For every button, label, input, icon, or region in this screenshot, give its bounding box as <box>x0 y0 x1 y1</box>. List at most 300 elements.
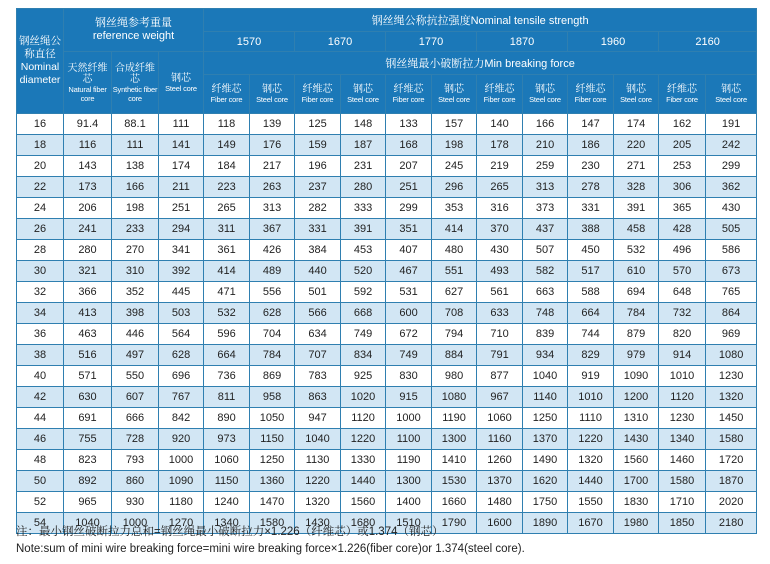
value-cell: 532 <box>204 303 250 324</box>
value-cell: 1200 <box>614 387 659 408</box>
value-cell: 664 <box>204 345 250 366</box>
value-cell: 633 <box>477 303 523 324</box>
value-cell: 1150 <box>204 471 250 492</box>
value-cell: 864 <box>706 303 757 324</box>
value-cell: 830 <box>386 366 432 387</box>
value-cell: 88.1 <box>112 114 159 135</box>
value-cell: 138 <box>112 156 159 177</box>
value-cell: 191 <box>706 114 757 135</box>
value-cell: 823 <box>64 450 112 471</box>
value-cell: 426 <box>250 240 295 261</box>
value-cell: 592 <box>341 282 386 303</box>
value-cell: 489 <box>250 261 295 282</box>
value-cell: 610 <box>614 261 659 282</box>
value-cell: 1090 <box>614 366 659 387</box>
value-cell: 211 <box>159 177 204 198</box>
value-cell: 147 <box>568 114 614 135</box>
value-cell: 571 <box>64 366 112 387</box>
value-cell: 630 <box>64 387 112 408</box>
table-row <box>17 345 757 366</box>
value-cell: 648 <box>659 282 706 303</box>
diameter-cell: 50 <box>17 471 64 492</box>
value-cell: 793 <box>112 450 159 471</box>
value-cell: 159 <box>295 135 341 156</box>
value-cell: 313 <box>250 198 295 219</box>
value-cell: 1430 <box>295 513 341 534</box>
value-cell: 914 <box>659 345 706 366</box>
value-cell: 1270 <box>159 513 204 534</box>
value-cell: 392 <box>159 261 204 282</box>
value-cell: 446 <box>112 324 159 345</box>
value-cell: 91.4 <box>64 114 112 135</box>
value-cell: 1440 <box>568 471 614 492</box>
value-cell: 1340 <box>204 513 250 534</box>
value-cell: 1330 <box>341 450 386 471</box>
value-cell: 1850 <box>659 513 706 534</box>
table-row <box>17 450 757 471</box>
value-cell: 407 <box>386 240 432 261</box>
value-cell: 1580 <box>706 429 757 450</box>
value-cell: 450 <box>568 240 614 261</box>
steel-core-header: 钢芯 Steel core <box>706 75 757 114</box>
value-cell: 566 <box>295 303 341 324</box>
value-cell: 1050 <box>250 408 295 429</box>
value-cell: 217 <box>250 156 295 177</box>
diameter-cell: 40 <box>17 366 64 387</box>
value-cell: 253 <box>659 156 706 177</box>
value-cell: 1440 <box>341 471 386 492</box>
value-cell: 767 <box>159 387 204 408</box>
value-cell: 198 <box>112 198 159 219</box>
table-row <box>17 219 757 240</box>
value-cell: 1670 <box>568 513 614 534</box>
value-cell: 1360 <box>250 471 295 492</box>
value-cell: 694 <box>614 282 659 303</box>
value-cell: 265 <box>477 177 523 198</box>
diameter-cell: 54 <box>17 513 64 534</box>
value-cell: 551 <box>432 261 477 282</box>
value-cell: 299 <box>706 156 757 177</box>
value-cell: 668 <box>341 303 386 324</box>
value-cell: 1060 <box>477 408 523 429</box>
value-cell: 306 <box>659 177 706 198</box>
value-cell: 1580 <box>250 513 295 534</box>
value-cell: 437 <box>523 219 568 240</box>
value-cell: 321 <box>64 261 112 282</box>
diameter-cell: 32 <box>17 282 64 303</box>
ref-weight-label-en: reference weight <box>92 30 175 42</box>
value-cell: 1040 <box>64 513 112 534</box>
weight-natural-fiber-header: 天然纤维芯 Natural fiber core <box>64 52 112 114</box>
grade-header: 1770 <box>386 32 477 52</box>
value-cell: 1450 <box>706 408 757 429</box>
value-cell: 445 <box>159 282 204 303</box>
value-cell: 517 <box>568 261 614 282</box>
value-cell: 313 <box>523 177 568 198</box>
table-row <box>17 261 757 282</box>
value-cell: 493 <box>477 261 523 282</box>
value-cell: 710 <box>477 324 523 345</box>
steel-core-header: 钢芯 Steel core <box>614 75 659 114</box>
value-cell: 1040 <box>523 366 568 387</box>
value-cell: 947 <box>295 408 341 429</box>
value-cell: 245 <box>432 156 477 177</box>
value-cell: 430 <box>706 198 757 219</box>
value-cell: 471 <box>204 282 250 303</box>
table-row <box>17 198 757 219</box>
value-cell: 507 <box>523 240 568 261</box>
value-cell: 1300 <box>432 429 477 450</box>
tensile-strength-header: 钢丝绳公称抗拉强度Nominal tensile strength <box>204 9 757 32</box>
value-cell: 1190 <box>386 450 432 471</box>
value-cell: 755 <box>64 429 112 450</box>
value-cell: 1250 <box>250 450 295 471</box>
value-cell: 1100 <box>386 429 432 450</box>
value-cell: 673 <box>706 261 757 282</box>
value-cell: 1490 <box>523 450 568 471</box>
value-cell: 174 <box>614 114 659 135</box>
value-cell: 505 <box>706 219 757 240</box>
value-cell: 1320 <box>568 450 614 471</box>
value-cell: 1020 <box>341 387 386 408</box>
value-cell: 979 <box>614 345 659 366</box>
diameter-cell: 44 <box>17 408 64 429</box>
value-cell: 570 <box>659 261 706 282</box>
value-cell: 270 <box>112 240 159 261</box>
min-breaking-force-header: 钢丝绳最小破断拉力Min breaking force <box>204 52 757 75</box>
value-cell: 440 <box>295 261 341 282</box>
value-cell: 370 <box>477 219 523 240</box>
value-cell: 708 <box>432 303 477 324</box>
value-cell: 333 <box>341 198 386 219</box>
value-cell: 353 <box>432 198 477 219</box>
value-cell: 582 <box>523 261 568 282</box>
table-row <box>17 303 757 324</box>
value-cell: 869 <box>250 366 295 387</box>
value-cell: 1000 <box>112 513 159 534</box>
table-row <box>17 408 757 429</box>
value-cell: 414 <box>204 261 250 282</box>
diameter-cell: 16 <box>17 114 64 135</box>
value-cell: 588 <box>568 282 614 303</box>
value-cell: 696 <box>159 366 204 387</box>
value-cell: 480 <box>432 240 477 261</box>
value-cell: 251 <box>386 177 432 198</box>
diameter-cell: 30 <box>17 261 64 282</box>
value-cell: 1460 <box>659 450 706 471</box>
value-cell: 1550 <box>568 492 614 513</box>
value-cell: 501 <box>295 282 341 303</box>
diameter-cell: 38 <box>17 345 64 366</box>
value-cell: 367 <box>250 219 295 240</box>
value-cell: 672 <box>386 324 432 345</box>
grade-header: 2160 <box>659 32 757 52</box>
value-cell: 1790 <box>432 513 477 534</box>
value-cell: 233 <box>112 219 159 240</box>
value-cell: 361 <box>204 240 250 261</box>
value-cell: 1370 <box>523 429 568 450</box>
value-cell: 331 <box>568 198 614 219</box>
value-cell: 1010 <box>659 366 706 387</box>
value-cell: 1370 <box>477 471 523 492</box>
table-row <box>17 387 757 408</box>
value-cell: 463 <box>64 324 112 345</box>
steel-core-header: 钢芯 Steel core <box>523 75 568 114</box>
value-cell: 532 <box>614 240 659 261</box>
value-cell: 879 <box>614 324 659 345</box>
value-cell: 1660 <box>432 492 477 513</box>
value-cell: 413 <box>64 303 112 324</box>
value-cell: 1300 <box>386 471 432 492</box>
value-cell: 892 <box>64 471 112 492</box>
value-cell: 596 <box>204 324 250 345</box>
value-cell: 373 <box>523 198 568 219</box>
diameter-cell: 22 <box>17 177 64 198</box>
value-cell: 294 <box>159 219 204 240</box>
value-cell: 600 <box>386 303 432 324</box>
value-cell: 166 <box>523 114 568 135</box>
value-cell: 111 <box>159 114 204 135</box>
rope-spec-table <box>16 8 757 534</box>
value-cell: 1430 <box>614 429 659 450</box>
value-cell: 414 <box>432 219 477 240</box>
value-cell: 430 <box>477 240 523 261</box>
diameter-label-en: Nominal diameter <box>19 61 61 86</box>
value-cell: 166 <box>112 177 159 198</box>
value-cell: 299 <box>386 198 432 219</box>
value-cell: 148 <box>341 114 386 135</box>
value-cell: 915 <box>386 387 432 408</box>
grade-header: 1670 <box>295 32 386 52</box>
value-cell: 749 <box>386 345 432 366</box>
value-cell: 704 <box>250 324 295 345</box>
value-cell: 143 <box>64 156 112 177</box>
value-cell: 497 <box>112 345 159 366</box>
value-cell: 925 <box>341 366 386 387</box>
value-cell: 550 <box>112 366 159 387</box>
value-cell: 168 <box>386 135 432 156</box>
grade-header: 1570 <box>204 32 295 52</box>
value-cell: 116 <box>64 135 112 156</box>
value-cell: 1400 <box>386 492 432 513</box>
fiber-core-header: 纤维芯 Fiber core <box>386 75 432 114</box>
table-row <box>17 135 757 156</box>
value-cell: 280 <box>64 240 112 261</box>
diameter-label-cn: 钢丝绳公称直径 <box>19 35 61 60</box>
value-cell: 666 <box>112 408 159 429</box>
value-cell: 691 <box>64 408 112 429</box>
value-cell: 1120 <box>659 387 706 408</box>
value-cell: 391 <box>614 198 659 219</box>
value-cell: 890 <box>204 408 250 429</box>
table-row <box>17 114 757 135</box>
steel-core-header: 钢芯 Steel core <box>432 75 477 114</box>
value-cell: 627 <box>432 282 477 303</box>
value-cell: 1710 <box>659 492 706 513</box>
value-cell: 1310 <box>614 408 659 429</box>
value-cell: 1720 <box>706 450 757 471</box>
value-cell: 1600 <box>477 513 523 534</box>
value-cell: 516 <box>64 345 112 366</box>
value-cell: 1580 <box>659 471 706 492</box>
value-cell: 969 <box>706 324 757 345</box>
value-cell: 1040 <box>295 429 341 450</box>
value-cell: 1320 <box>295 492 341 513</box>
value-cell: 207 <box>386 156 432 177</box>
value-cell: 220 <box>614 135 659 156</box>
value-cell: 453 <box>341 240 386 261</box>
value-cell: 520 <box>341 261 386 282</box>
value-cell: 186 <box>568 135 614 156</box>
value-cell: 829 <box>568 345 614 366</box>
value-cell: 980 <box>432 366 477 387</box>
value-cell: 1130 <box>295 450 341 471</box>
value-cell: 1230 <box>659 408 706 429</box>
value-cell: 365 <box>659 198 706 219</box>
value-cell: 1980 <box>614 513 659 534</box>
value-cell: 1140 <box>523 387 568 408</box>
ref-weight-label-cn: 钢丝绳参考重量 <box>95 17 172 29</box>
fiber-core-header: 纤维芯 Fiber core <box>295 75 341 114</box>
value-cell: 118 <box>204 114 250 135</box>
value-cell: 820 <box>659 324 706 345</box>
grade-header: 1870 <box>477 32 568 52</box>
value-cell: 251 <box>159 198 204 219</box>
grade-header: 1960 <box>568 32 659 52</box>
value-cell: 391 <box>341 219 386 240</box>
value-cell: 1160 <box>477 429 523 450</box>
value-cell: 496 <box>659 240 706 261</box>
value-cell: 1230 <box>706 366 757 387</box>
value-cell: 467 <box>386 261 432 282</box>
value-cell: 174 <box>159 156 204 177</box>
value-cell: 230 <box>568 156 614 177</box>
value-cell: 1080 <box>432 387 477 408</box>
value-cell: 1260 <box>477 450 523 471</box>
value-cell: 2020 <box>706 492 757 513</box>
value-cell: 331 <box>295 219 341 240</box>
diameter-cell: 24 <box>17 198 64 219</box>
diameter-cell: 48 <box>17 450 64 471</box>
value-cell: 352 <box>112 282 159 303</box>
weight-steel-core-header: 钢芯 Steel core <box>159 52 204 114</box>
value-cell: 196 <box>295 156 341 177</box>
table-row <box>17 240 757 261</box>
value-cell: 2180 <box>706 513 757 534</box>
value-cell: 965 <box>64 492 112 513</box>
diameter-cell: 52 <box>17 492 64 513</box>
value-cell: 1530 <box>432 471 477 492</box>
diameter-cell: 28 <box>17 240 64 261</box>
value-cell: 607 <box>112 387 159 408</box>
table-notes <box>16 524 756 558</box>
value-cell: 237 <box>295 177 341 198</box>
diameter-cell: 26 <box>17 219 64 240</box>
value-cell: 111 <box>112 135 159 156</box>
value-cell: 634 <box>295 324 341 345</box>
value-cell: 140 <box>477 114 523 135</box>
value-cell: 328 <box>614 177 659 198</box>
value-cell: 748 <box>523 303 568 324</box>
value-cell: 1010 <box>568 387 614 408</box>
value-cell: 934 <box>523 345 568 366</box>
value-cell: 341 <box>159 240 204 261</box>
value-cell: 219 <box>477 156 523 177</box>
value-cell: 157 <box>432 114 477 135</box>
value-cell: 1890 <box>523 513 568 534</box>
value-cell: 967 <box>477 387 523 408</box>
value-cell: 860 <box>112 471 159 492</box>
value-cell: 176 <box>250 135 295 156</box>
value-cell: 1110 <box>568 408 614 429</box>
value-cell: 366 <box>64 282 112 303</box>
value-cell: 162 <box>659 114 706 135</box>
value-cell: 1080 <box>706 345 757 366</box>
value-cell: 1700 <box>614 471 659 492</box>
value-cell: 362 <box>706 177 757 198</box>
value-cell: 561 <box>477 282 523 303</box>
value-cell: 133 <box>386 114 432 135</box>
value-cell: 791 <box>477 345 523 366</box>
value-cell: 1830 <box>614 492 659 513</box>
diameter-cell: 36 <box>17 324 64 345</box>
value-cell: 263 <box>250 177 295 198</box>
value-cell: 877 <box>477 366 523 387</box>
value-cell: 280 <box>341 177 386 198</box>
value-cell: 184 <box>204 156 250 177</box>
value-cell: 920 <box>159 429 204 450</box>
value-cell: 271 <box>614 156 659 177</box>
value-cell: 1470 <box>250 492 295 513</box>
value-cell: 1120 <box>341 408 386 429</box>
value-cell: 278 <box>568 177 614 198</box>
value-cell: 663 <box>523 282 568 303</box>
value-cell: 296 <box>432 177 477 198</box>
table-row <box>17 282 757 303</box>
value-cell: 728 <box>112 429 159 450</box>
value-cell: 1620 <box>523 471 568 492</box>
value-cell: 919 <box>568 366 614 387</box>
value-cell: 1220 <box>295 471 341 492</box>
nominal-diameter-header <box>17 9 64 114</box>
table-row <box>17 324 757 345</box>
value-cell: 628 <box>159 345 204 366</box>
value-cell: 1150 <box>250 429 295 450</box>
value-cell: 1090 <box>159 471 204 492</box>
value-cell: 1190 <box>432 408 477 429</box>
value-cell: 707 <box>295 345 341 366</box>
value-cell: 242 <box>706 135 757 156</box>
value-cell: 1240 <box>204 492 250 513</box>
value-cell: 398 <box>112 303 159 324</box>
value-cell: 930 <box>112 492 159 513</box>
value-cell: 556 <box>250 282 295 303</box>
value-cell: 811 <box>204 387 250 408</box>
value-cell: 1060 <box>204 450 250 471</box>
value-cell: 198 <box>432 135 477 156</box>
fiber-core-header: 纤维芯 Fiber core <box>659 75 706 114</box>
value-cell: 173 <box>64 177 112 198</box>
value-cell: 351 <box>386 219 432 240</box>
value-cell: 1220 <box>341 429 386 450</box>
value-cell: 141 <box>159 135 204 156</box>
value-cell: 282 <box>295 198 341 219</box>
steel-core-header: 钢芯 Steel core <box>341 75 386 114</box>
fiber-core-header: 纤维芯 Fiber core <box>204 75 250 114</box>
fiber-core-header: 纤维芯 Fiber core <box>477 75 523 114</box>
value-cell: 744 <box>568 324 614 345</box>
value-cell: 1560 <box>341 492 386 513</box>
